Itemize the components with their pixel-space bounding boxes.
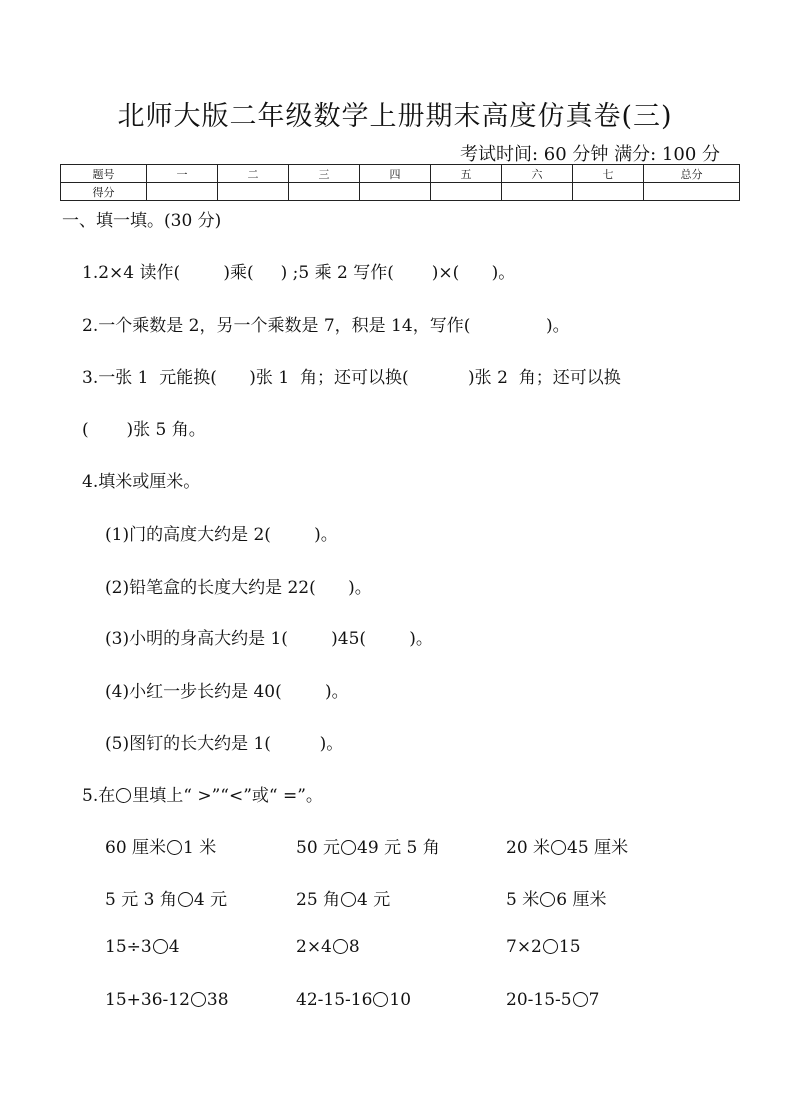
question-1: 1.2×4 读作( )乘( ) ;5 乘 2 写作( )×( )。 bbox=[82, 263, 516, 283]
comparison-right: 4 元 bbox=[357, 890, 391, 910]
comparison-item bbox=[105, 937, 180, 957]
comparison-left: 15÷3 bbox=[105, 937, 152, 957]
comparison-left: 60 厘米 bbox=[105, 838, 167, 858]
score-header-cell: 五 bbox=[431, 165, 502, 183]
comparison-item bbox=[506, 833, 628, 858]
question-5-suffix: 里填上“ >”“<”或“ =”。 bbox=[132, 786, 323, 806]
comparison-item bbox=[105, 833, 216, 858]
score-header-cell: 题号 bbox=[61, 165, 147, 183]
comparison-item bbox=[506, 990, 599, 1010]
comparison-left: 20 米 bbox=[506, 838, 551, 858]
comparison-left: 7×2 bbox=[506, 937, 542, 957]
comparison-right: 4 bbox=[168, 937, 180, 957]
comparison-right: 1 米 bbox=[183, 838, 217, 858]
answer-circle[interactable] bbox=[191, 992, 206, 1007]
score-header-cell: 一 bbox=[147, 165, 218, 183]
comparison-right: 49 元 5 角 bbox=[357, 838, 440, 858]
comparison-right: 10 bbox=[389, 990, 412, 1010]
comparison-left: 2×4 bbox=[296, 937, 332, 957]
score-cell[interactable] bbox=[360, 183, 431, 201]
question-4-3: (3)小明的身高大约是 1( )45( )。 bbox=[105, 629, 433, 649]
comparison-item bbox=[506, 885, 606, 910]
comparison-left: 5 元 3 角 bbox=[105, 890, 177, 910]
score-cell[interactable] bbox=[431, 183, 502, 201]
comparison-right: 38 bbox=[206, 990, 229, 1010]
comparison-item bbox=[296, 885, 390, 910]
answer-circle[interactable] bbox=[341, 840, 356, 855]
score-cell[interactable] bbox=[644, 183, 740, 201]
comparison-item bbox=[105, 990, 229, 1010]
score-header-cell: 三 bbox=[289, 165, 360, 183]
question-4-4: (4)小红一步长约是 40( )。 bbox=[105, 682, 349, 702]
score-table bbox=[60, 164, 740, 201]
score-header-cell: 六 bbox=[502, 165, 573, 183]
answer-circle[interactable] bbox=[543, 939, 558, 954]
comparison-item bbox=[105, 885, 227, 910]
comparison-item bbox=[506, 937, 581, 957]
score-table-score-row bbox=[61, 183, 740, 201]
comparison-item bbox=[296, 937, 360, 957]
comparison-right: 8 bbox=[348, 937, 360, 957]
page-title: 北师大版二年级数学上册期末高度仿真卷(三) bbox=[117, 101, 673, 132]
question-2: 2.一个乘数是 2，另一个乘数是 7，积是 14，写作( )。 bbox=[82, 316, 570, 336]
question-5-prefix: 5.在 bbox=[82, 786, 116, 806]
score-table-header-row bbox=[61, 165, 740, 183]
question-3-line-2: ( )张 5 角。 bbox=[82, 420, 206, 440]
answer-circle[interactable] bbox=[153, 939, 168, 954]
comparison-left: 15+36-12 bbox=[105, 990, 190, 1010]
comparison-right: 6 厘米 bbox=[556, 890, 607, 910]
comparison-left: 25 角 bbox=[296, 890, 341, 910]
answer-circle[interactable] bbox=[341, 892, 356, 907]
comparison-left: 20-15-5 bbox=[506, 990, 572, 1010]
comparison-left: 42-15-16 bbox=[296, 990, 373, 1010]
comparison-left: 5 米 bbox=[506, 890, 540, 910]
comparison-right: 7 bbox=[588, 990, 600, 1010]
score-cell[interactable] bbox=[218, 183, 289, 201]
question-4-5: (5)图钉的长大约是 1( )。 bbox=[105, 734, 344, 754]
question-4-2: (2)铅笔盒的长度大约是 22( )。 bbox=[105, 578, 372, 598]
score-header-cell: 总分 bbox=[644, 165, 740, 183]
comparison-item bbox=[296, 990, 411, 1010]
question-3-line-1: 3.一张 1 元能换( )张 1 角；还可以换( )张 2 角；还可以换 bbox=[82, 368, 621, 388]
answer-circle[interactable] bbox=[333, 939, 348, 954]
comparison-item bbox=[296, 833, 440, 858]
circle-icon bbox=[116, 788, 131, 803]
score-header-cell: 七 bbox=[573, 165, 644, 183]
answer-circle[interactable] bbox=[540, 892, 555, 907]
comparison-right: 15 bbox=[558, 937, 581, 957]
score-cell[interactable] bbox=[289, 183, 360, 201]
score-header-cell: 二 bbox=[218, 165, 289, 183]
answer-circle[interactable] bbox=[167, 840, 182, 855]
score-cell[interactable] bbox=[502, 183, 573, 201]
answer-circle[interactable] bbox=[178, 892, 193, 907]
score-header-cell: 四 bbox=[360, 165, 431, 183]
score-row-label: 得分 bbox=[61, 183, 147, 201]
score-cell[interactable] bbox=[147, 183, 218, 201]
exam-meta: 考试时间: 60 分钟 满分: 100 分 bbox=[460, 144, 720, 165]
comparison-right: 45 厘米 bbox=[567, 838, 629, 858]
question-5 bbox=[82, 781, 323, 806]
answer-circle[interactable] bbox=[551, 840, 566, 855]
score-cell[interactable] bbox=[573, 183, 644, 201]
question-4-1: (1)门的高度大约是 2( )。 bbox=[105, 525, 338, 545]
section-heading: 一、填一填。(30 分) bbox=[62, 211, 222, 231]
comparison-right: 4 元 bbox=[193, 890, 228, 910]
comparison-left: 50 元 bbox=[296, 838, 341, 858]
question-4: 4.填米或厘米。 bbox=[82, 472, 201, 492]
answer-circle[interactable] bbox=[573, 992, 588, 1007]
answer-circle[interactable] bbox=[373, 992, 388, 1007]
